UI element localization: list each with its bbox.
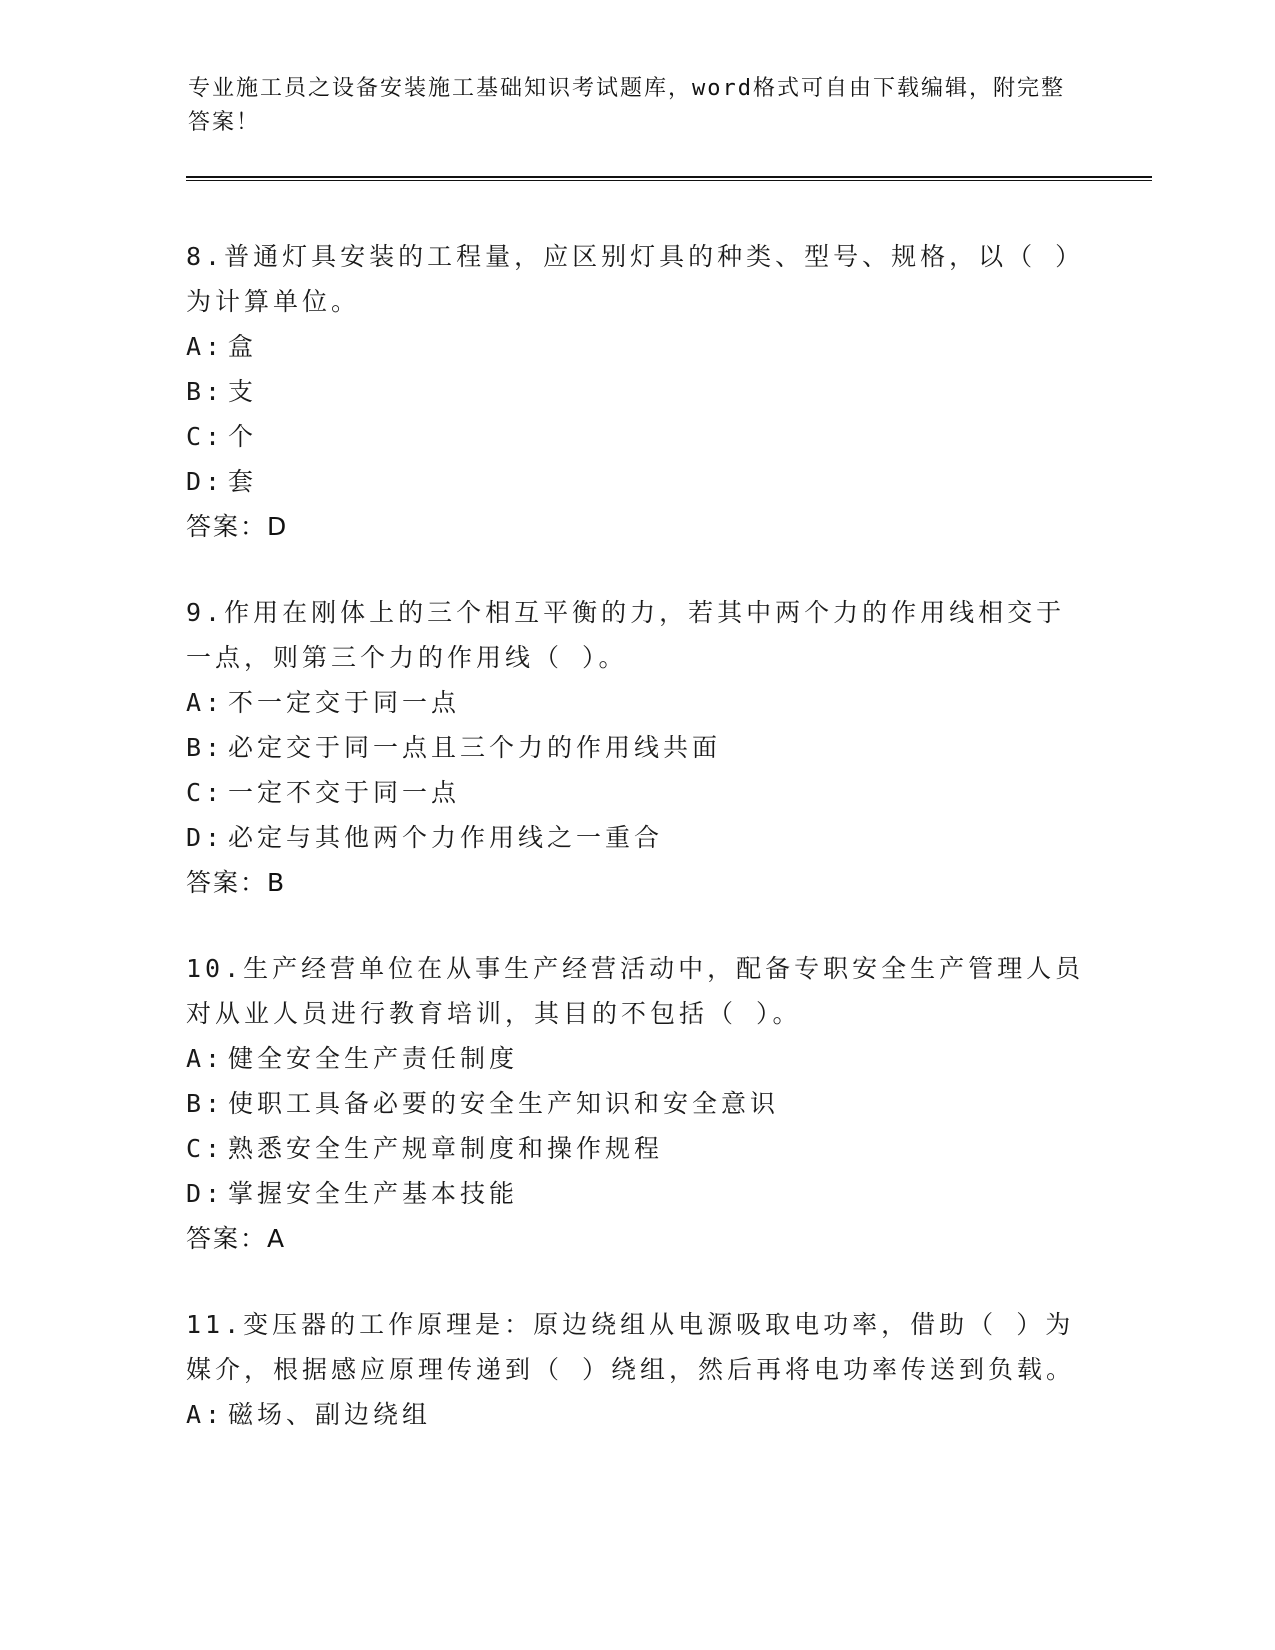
question-10 [186, 946, 1086, 1261]
option-text: 支 [228, 377, 258, 406]
option-text: 套 [228, 467, 258, 496]
option-letter: B: [186, 733, 225, 762]
option-letter: A: [186, 688, 225, 717]
option-text: 盒 [228, 332, 258, 361]
option-c [186, 1126, 1086, 1171]
answer-line: 答案：D [186, 512, 289, 541]
option-letter: D: [186, 1179, 225, 1208]
option-text: 掌握安全生产基本技能 [228, 1179, 519, 1208]
question-stem: 10.生产经营单位在从事生产经营活动中，配备专职安全生产管理人员对从业人员进行教育培训，其目的不包括（ ）。 [186, 954, 1085, 1028]
option-letter: A: [186, 1044, 225, 1073]
option-c [186, 414, 1086, 459]
option-b [186, 369, 1086, 414]
question-9 [186, 590, 1086, 905]
option-text: 使职工具备必要的安全生产知识和安全意识 [228, 1089, 780, 1118]
option-letter: B: [186, 1089, 225, 1118]
option-text: 必定交于同一点且三个力的作用线共面 [228, 733, 722, 762]
option-b [186, 1081, 1086, 1126]
option-text: 必定与其他两个力作用线之一重合 [228, 823, 664, 852]
option-d [186, 815, 1086, 860]
option-b [186, 725, 1086, 770]
option-text: 个 [228, 422, 258, 451]
option-text: 磁场、副边绕组 [228, 1400, 432, 1429]
document-header: 专业施工员之设备安装施工基础知识考试题库，word格式可自由下载编辑，附完整答案！ [188, 76, 1065, 135]
question-11 [186, 1302, 1086, 1437]
option-text: 一定不交于同一点 [228, 778, 461, 807]
option-letter: A: [186, 1400, 225, 1429]
option-d [186, 459, 1086, 504]
header-double-rule [186, 176, 1152, 181]
answer-line: 答案：B [186, 868, 287, 897]
option-letter: D: [186, 467, 225, 496]
option-letter: D: [186, 823, 225, 852]
option-d [186, 1171, 1086, 1216]
option-text: 熟悉安全生产规章制度和操作规程 [228, 1134, 664, 1163]
option-letter: C: [186, 778, 225, 807]
option-a [186, 680, 1086, 725]
option-c [186, 770, 1086, 815]
option-a [186, 324, 1086, 369]
option-a [186, 1392, 1086, 1437]
option-text: 不一定交于同一点 [228, 688, 461, 717]
question-stem: 9.作用在刚体上的三个相互平衡的力，若其中两个力的作用线相交于一点，则第三个力的作用线（ ）。 [186, 598, 1066, 672]
question-8 [186, 234, 1086, 549]
option-a [186, 1036, 1086, 1081]
question-stem: 8.普通灯具安装的工程量，应区别灯具的种类、型号、规格，以（ ）为计算单位。 [186, 242, 1085, 316]
question-list [186, 234, 1086, 1437]
option-letter: C: [186, 1134, 225, 1163]
option-letter: C: [186, 422, 225, 451]
option-letter: B: [186, 377, 225, 406]
question-stem: 11.变压器的工作原理是：原边绕组从电源吸取电功率，借助（ ）为媒介，根据感应原理传递到（ ）绕组，然后再将电功率传送到负载。 [186, 1310, 1076, 1384]
option-letter: A: [186, 332, 225, 361]
answer-line: 答案：A [186, 1224, 287, 1253]
option-text: 健全安全生产责任制度 [228, 1044, 519, 1073]
